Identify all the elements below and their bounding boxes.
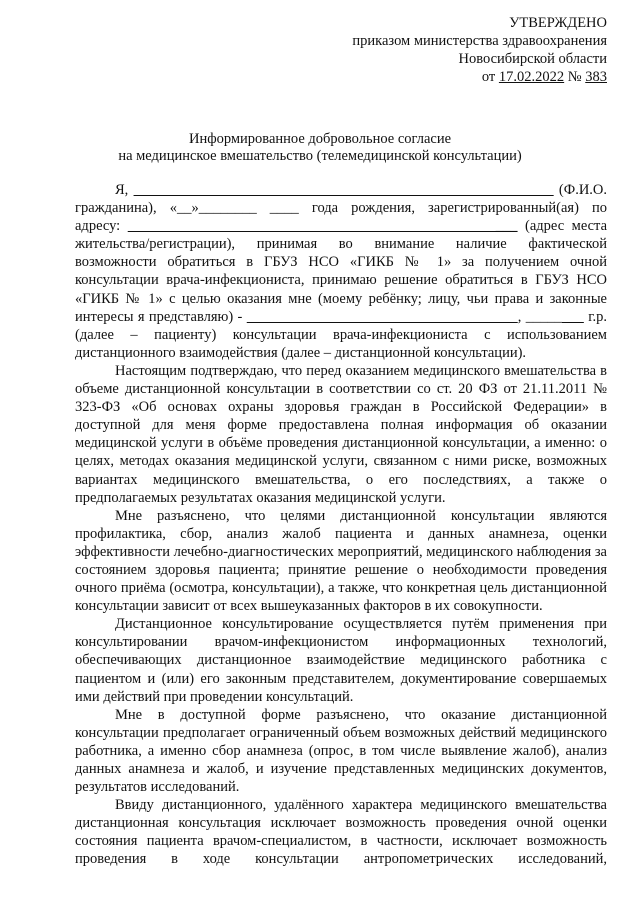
approval-stamp: [352, 14, 607, 86]
consent-text: адресу:: [75, 218, 121, 235]
birth-month-field[interactable]: ________: [198, 200, 257, 217]
approval-date-prefix: от: [481, 69, 499, 85]
patient-name-field[interactable]: [247, 309, 518, 325]
consent-text: интересы я представляю) -: [75, 308, 247, 325]
approval-number-prefix: №: [564, 69, 586, 85]
full-name-field[interactable]: [134, 182, 554, 198]
consent-line: консультации врача-инфекциониста, принимаю решение обратиться в ГБУЗ НСО: [75, 272, 607, 289]
approval-date: 17.02.2022: [498, 69, 565, 85]
body-paragraph: Дистанционное консультирование осуществляется путём применения при консультировании врачом-инфекционистом информационных технологий, обеспечивающих дистанционное взаимодействие медицинского работника с пациентом и (или) его законным представителем, документирование совершаемых ими действий при проведении консультаций.: [75, 616, 607, 705]
approval-number: 383: [585, 69, 607, 85]
approval-heading: УТВЕРЖДЕНО: [509, 15, 607, 31]
body-paragraph: Ввиду дистанционного, удалённого характера медицинского вмешательства дистанционная консультация исключает возможность проведения очной оценки состояния пациента врачом-специалистом, в частности, исключает возможность проведения в ходе консультации антропометрических исследований,: [75, 797, 607, 868]
consent-text: (Ф.И.О.: [558, 182, 608, 198]
consent-text: ____ года рождения, зарегистрированный(ая) по: [256, 200, 607, 217]
approval-order-line: приказом министерства здравоохранения: [352, 33, 607, 49]
consent-text: Я,: [115, 182, 129, 198]
consent-line: возможности обратиться в ГБУЗ НСО «ГИКБ № 1» за получением очной: [75, 254, 607, 271]
body-paragraph: Настоящим подтверждаю, что перед оказанием медицинского вмешательства в объеме дистанционной консультации в соответствии со ст. 20 ФЗ от 21.11.2011 № 323-ФЗ «Об основах охраны здоровья граждан в Российской Федерации» в доступной для меня форме предоставлена полная информация об оказании медицинской услуги в объёме проведения дистанционной консультации, а именно: о целях, методах оказания медицинской услуги, связанном с ними риске, возможных вариантах медицинского вмешательства, о его последствиях, а также о предполагаемых результатах оказания медицинской услуги.: [75, 362, 607, 506]
consent-paragraph: [75, 181, 607, 362]
consent-line: жительства/регистрации), принимая во внимание наличие фактической: [75, 236, 607, 253]
consent-text: (адрес места: [525, 218, 608, 235]
approval-date-line: [352, 68, 607, 86]
consent-line: [75, 217, 607, 235]
consent-text: »: [191, 200, 199, 217]
consent-line: [75, 199, 607, 217]
approval-region-line: Новосибирской области: [458, 51, 607, 67]
consent-text: ,: [517, 308, 526, 325]
address-field[interactable]: ___: [127, 218, 518, 235]
consent-line: [75, 308, 607, 326]
consent-line: дистанционного взаимодействия (далее – дистанционной консультации).: [75, 344, 527, 361]
consent-line: (далее – пациенту) консультации врача-инфекциониста с использованием: [75, 326, 607, 343]
patient-birth-field-tail[interactable]: [562, 309, 584, 325]
body-paragraph: Мне разъяснено, что целями дистанционной консультации являются профилактика, сбор, анализ жалоб пациента и данных анамнеза, оценки эффективности лечебно-диагностических мероприятий, медицинского наблюдения за состоянием здоровья пациента; принятие решение о необходимости проведения очного приёма (осмотра, консультации), а также, что конкретная цель дистанционной консультации зависит от всех вышеуказанных факторов в их совокупности.: [75, 507, 607, 615]
title-line-2: на медицинское вмешательство (телемедицинской консультации): [118, 148, 522, 164]
consent-text: гражданина), «: [75, 200, 177, 217]
title-line-1: Информированное добровольное согласие: [188, 131, 452, 147]
consent-line: «ГИКБ № 1» с целью оказания мне (моему ребёнку; лицу, чьи права и законные: [75, 290, 607, 307]
body-paragraph: Мне в доступной форме разъяснено, что оказание дистанционной консультации предполагает ограниченный объем возможных действий медицинского работника, а именно сбор анамнеза (опрос, в том числе выявление жалоб), анализ данных анамнеза и жалоб, и изучение представленных медицинских документов, результатов исследований.: [75, 706, 607, 796]
document-title: [0, 131, 640, 165]
patient-birth-field[interactable]: _____: [525, 308, 562, 325]
consent-line: [75, 181, 607, 199]
consent-text: г.р.: [583, 308, 608, 325]
birth-day-field[interactable]: __: [176, 200, 192, 217]
document-body: [75, 181, 607, 869]
